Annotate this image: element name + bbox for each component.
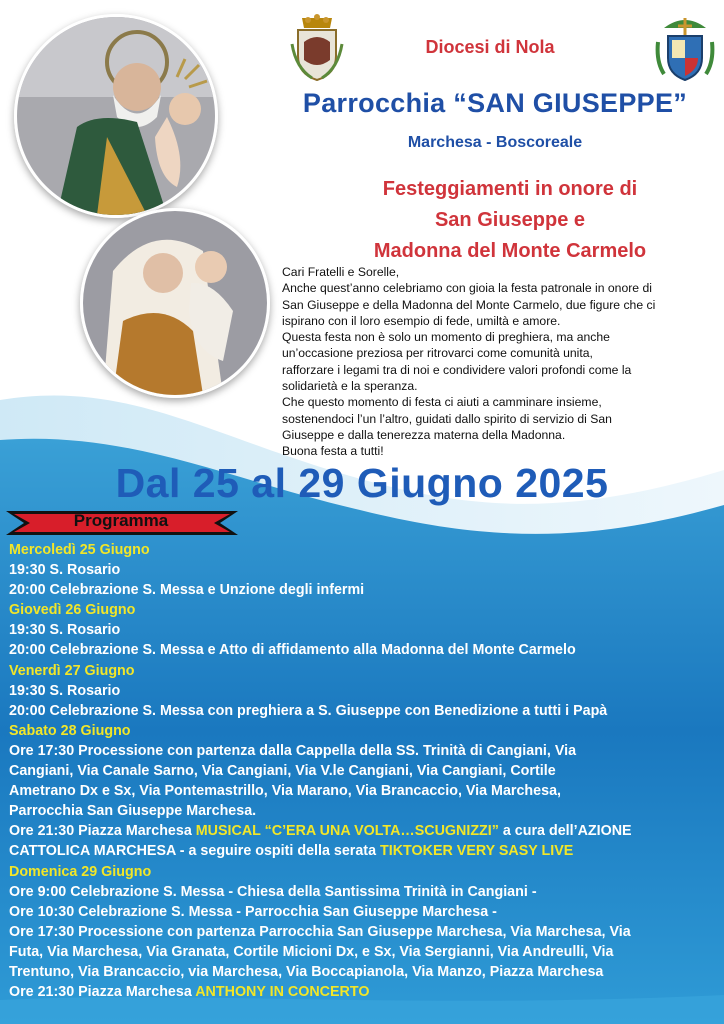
program-item — [9, 902, 715, 922]
program-item — [9, 942, 715, 962]
program-highlight: ANTHONY IN CONCERTO — [195, 984, 370, 1001]
letter-line: Questa festa non è solo un momento di preghiera, ma anche — [282, 330, 610, 345]
festeggiamenti-line: San Giuseppe e — [434, 209, 586, 231]
program-text: Ore 9:00 Celebrazione S. Messa - Chiesa della Santissima Trinità in Cangiani - — [9, 883, 537, 900]
program-text: CATTOLICA MARCHESA - a seguire ospiti della serata — [9, 843, 380, 860]
program-item — [9, 841, 715, 861]
program-item — [9, 741, 715, 761]
program-text: Trentuno, Via Brancaccio, via Marchesa, Via Boccapianola, Via Manzo, Piazza Marchesa — [9, 963, 604, 980]
program-text: 20:00 Celebrazione S. Messa e Unzione degli infermi — [9, 582, 365, 599]
letter-line: Che questo momento di festa ci aiuti a camminare insieme, — [282, 395, 602, 410]
program-item — [9, 801, 715, 821]
letter-line: sostenendoci l’un l’altro, guidati dallo spirito di servizio di San — [282, 411, 612, 426]
diocesi-title: Diocesi di Nola — [425, 37, 555, 57]
location-subtitle: Marchesa - Boscoreale — [407, 134, 583, 151]
festeggiamenti-line: Madonna del Monte Carmelo — [373, 240, 647, 262]
program-item — [9, 620, 715, 640]
program-item — [9, 882, 715, 902]
program-item — [9, 781, 715, 801]
program-text: Futa, Via Marchesa, Via Granata, Cortile Micioni Dx, e Sx, Via Sergianni, Via Andreulli, Via — [9, 943, 614, 960]
program-item — [9, 580, 715, 600]
program-item — [9, 701, 715, 721]
program-item — [9, 982, 715, 1002]
coat-of-arms-icon — [290, 14, 344, 82]
program-text: Ore 17:30 Processione con partenza Parrocchia San Giuseppe Marchesa, Via Marchesa, Via — [9, 923, 631, 940]
festeggiamenti-line: Festeggiamenti in onore di — [382, 178, 638, 200]
program-list — [9, 540, 715, 1002]
madonna-image — [80, 208, 270, 398]
letter-line: solidarietà e la speranza. — [282, 379, 418, 394]
san-giuseppe-image — [14, 14, 218, 218]
letter-line: San Giuseppe e della Madonna del Monte Carmelo, due figure che ci — [282, 297, 656, 312]
bishop-coat-of-arms-icon — [654, 12, 716, 86]
program-text: 19:30 S. Rosario — [9, 622, 121, 639]
program-item — [9, 922, 715, 942]
program-item — [9, 821, 715, 841]
program-highlight: TIKTOKER VERY SASY LIVE — [380, 843, 574, 860]
letter-line: Giuseppe e dalla tenerezza materna della Madonna. — [282, 427, 566, 442]
program-day-heading: Domenica 29 Giugno — [9, 863, 152, 880]
program-text: Ametrano Dx e Sx, Via Pontemastrillo, Via Marano, Via Brancaccio, Via Marchesa, — [9, 783, 561, 800]
program-text: Ore 21:30 Piazza Marchesa — [9, 984, 196, 1001]
program-day-heading: Mercoledì 25 Giugno — [9, 542, 150, 558]
program-text: Ore 21:30 Piazza Marchesa — [9, 823, 196, 840]
letter-line: ispirano con il loro esempio di fede, umiltà e amore. — [282, 313, 561, 328]
program-text: Cangiani, Via Canale Sarno, Via Cangiani, Via V.le Cangiani, Via Cangiani, Cortile — [9, 763, 556, 780]
program-text: 19:30 S. Rosario — [9, 682, 121, 699]
parrocchia-title: Parrocchia “SAN GIUSEPPE” — [302, 88, 688, 118]
letter-line: Anche quest’anno celebriamo con gioia la festa patronale in onore di — [282, 281, 652, 296]
letter-line: Buona festa a tutti! — [282, 444, 384, 459]
letter-line: Cari Fratelli e Sorelle, — [282, 265, 400, 279]
program-day-heading: Giovedì 26 Giugno — [9, 602, 136, 619]
program-text: Ore 10:30 Celebrazione S. Messa - Parrocchia San Giuseppe Marchesa - — [9, 903, 497, 920]
program-item — [9, 640, 715, 660]
program-text: Parrocchia San Giuseppe Marchesa. — [9, 803, 257, 820]
date-range-heading: Dal 25 al 29 Giugno 2025 — [115, 460, 609, 506]
program-day-heading: Venerdì 27 Giugno — [9, 662, 135, 679]
letter-line: un’occasione preziosa per ritrovarci come comunità unita, — [282, 346, 593, 361]
program-item — [9, 761, 715, 781]
program-text: 20:00 Celebrazione S. Messa e Atto di affidamento alla Madonna del Monte Carmelo — [9, 642, 576, 659]
program-text: a cura dell’AZIONE — [498, 823, 632, 840]
program-text: Ore 17:30 Processione con partenza dalla Cappella della SS. Trinità di Cangiani, Via — [9, 742, 577, 759]
pastoral-letter — [282, 264, 714, 460]
letter-line: rafforzare i legami tra di noi e condividere valori profondi come la — [282, 362, 632, 377]
program-highlight: MUSICAL “C’ERA UNA VOLTA…SCUGNIZZI” — [195, 823, 499, 840]
festeggiamenti-title — [300, 174, 720, 267]
program-day-heading: Sabato 28 Giugno — [9, 722, 131, 739]
program-text: 20:00 Celebrazione S. Messa con preghiera a S. Giuseppe con Benedizione a tutti i Papà — [9, 702, 608, 719]
program-text: 19:30 S. Rosario — [9, 562, 121, 579]
program-item — [9, 560, 715, 580]
program-item — [9, 681, 715, 701]
program-item — [9, 962, 715, 982]
programma-label: Programma — [73, 511, 169, 530]
